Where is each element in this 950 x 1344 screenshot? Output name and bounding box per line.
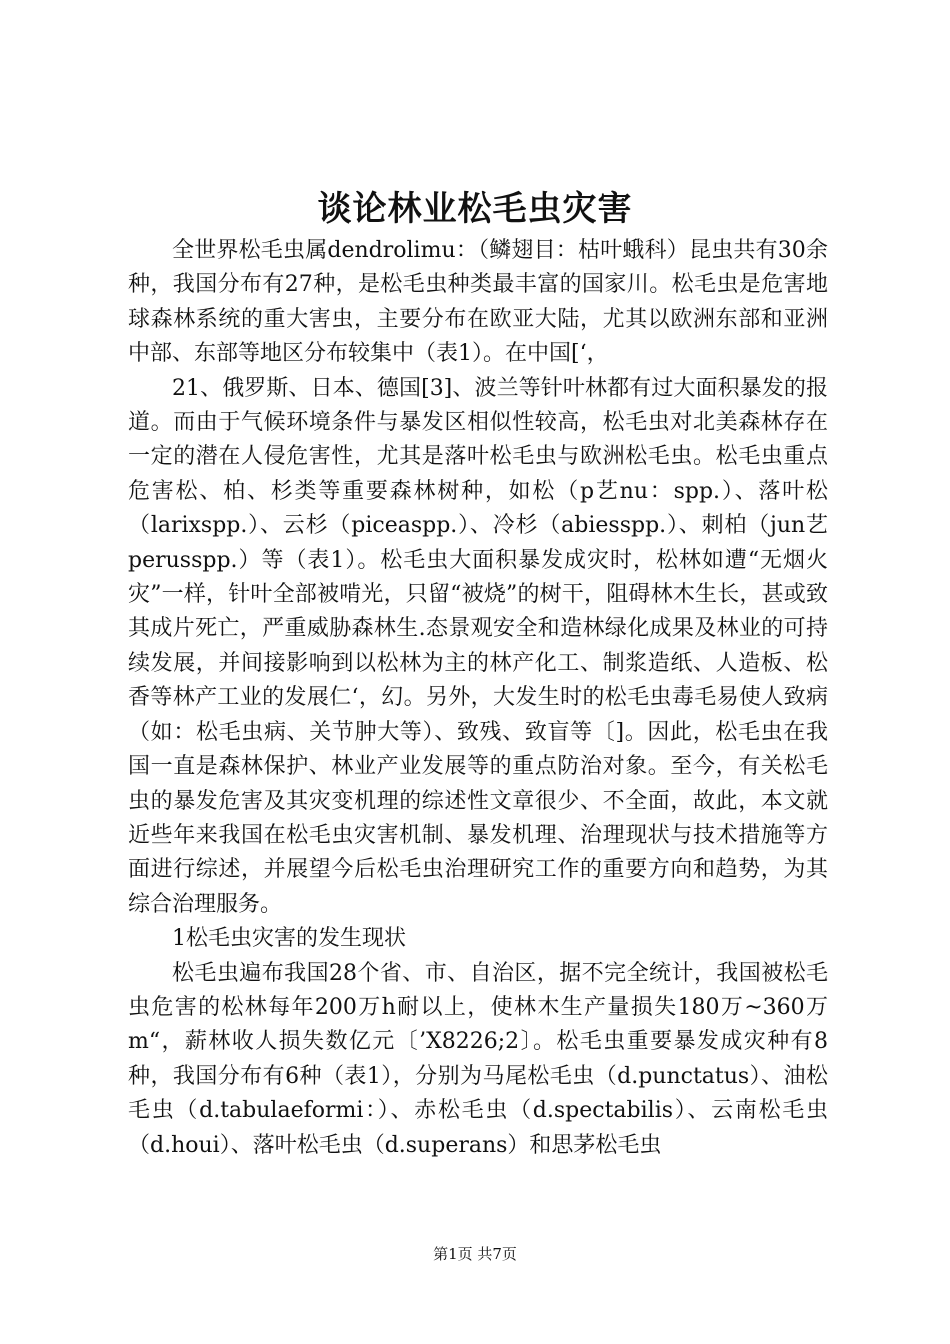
document-title: 谈论林业松毛虫灾害 <box>317 189 633 229</box>
body-paragraph: 21、俄罗斯、日本、德国[3]、波兰等针叶林都有过大面积暴发的报道。而由于气候环境条件与暴发区相似性较高，松毛虫对北美森林存在一定的潜在人侵危害性，尤其是落叶松毛虫与欧洲松毛虫。松毛虫重点危害松、柏、杉类等重要森林树种，如松（p艺nu：spp.）、落叶松（larixspp.）、云杉（piceaspp.）、冷杉（abiesspp.）、刺柏（jun艺perusspp.）等（表1）。松毛虫大面积暴发成灾时，松林如遭“无烟火灾”一样，针叶全部被啃光，只留“被烧”的树干，阻碍林木生长，甚或致其成片死亡，严重威胁森林生.态景观安全和造林绿化成果及林业的可持续发展，并间接影响到以松林为主的林产化工、制浆造纸、人造板、松香等林产工业的发展仁‘，幻。另外，大发生时的松毛虫毒毛易使人致病（如：松毛虫病、关节肿大等）、致残、致盲等〔]。因此，松毛虫在我国一直是森林保护、林业产业发展等的重点防治对象。至今，有关松毛虫的暴发危害及其灾变机理的综述性文章很少、不全面，故此，本文就近些年来我国在松毛虫灾害机制、暴发机理、治理现状与技术措施等方面进行综述，并展望今后松毛虫治理研究工作的重要方向和趋势，为其综合治理服务。 <box>128 375 828 917</box>
body-paragraph: 全世界松毛虫属dendrolimu：（鳞翅目：枯叶蛾科）昆虫共有30余种，我国分布有27种，是松毛虫种类最丰富的国家川。松毛虫是危害地球森林系统的重大害虫，主要分布在欧亚大陆，尤其以欧洲东部和亚洲中部、东部等地区分布较集中（表1）。在中国[‘， <box>128 238 828 367</box>
body-paragraph: 松毛虫遍布我国28个省、市、自治区，据不完全统计，我国被松毛虫危害的松林每年200万h耐以上，使林木生产量损失180万~360万m“，薪林收人损失数亿元〔’X8226;2〕。松毛虫重要暴发成灾种有8种，我国分布有6种（表1），分别为马尾松毛虫（d.punctatus）、油松毛虫（d.tabulaeformi：）、赤松毛虫（d.spectabilis）、云南松毛虫（d.houi）、落叶松毛虫（d.superans）和思茅松毛虫 <box>128 960 828 1158</box>
section-heading: 1松毛虫灾害的发生现状 <box>172 926 406 952</box>
page-footer: 第1页 共7页 <box>433 1245 517 1263</box>
document-body <box>128 234 828 1163</box>
